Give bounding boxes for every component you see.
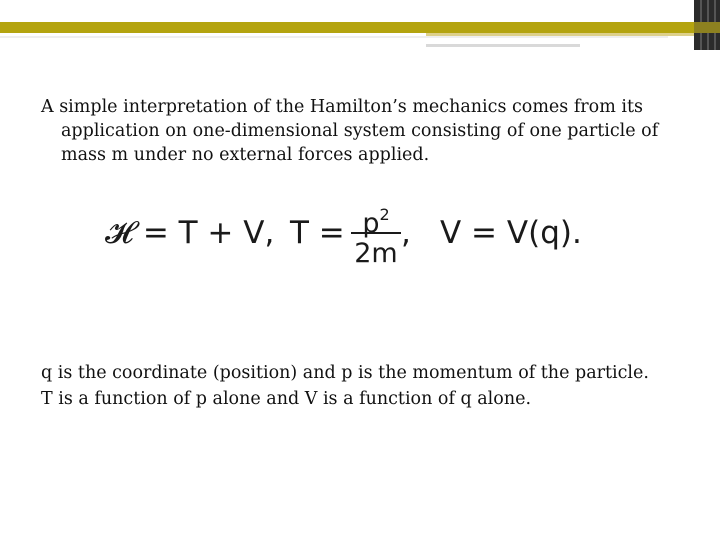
fraction-numerator — [351, 196, 401, 239]
header-accent-bar — [0, 22, 694, 33]
header-short-line — [426, 44, 580, 47]
intro-line-1: A simple interpretation of the Hamilton’s mechanics comes from its — [41, 97, 643, 117]
corner-accent — [694, 22, 720, 33]
note-line-1: q is the coordinate (position) and p is the momentum of the particle. — [41, 363, 649, 383]
intro-paragraph — [41, 95, 681, 167]
equation-comma: , — [401, 215, 411, 251]
note-line-2: T is a function of p alone and V is a function of q alone. — [41, 389, 532, 409]
equation-potential: V = V(q). — [440, 215, 582, 251]
equation-kinetic-lhs: T = — [290, 215, 345, 251]
kinetic-energy-fraction — [351, 196, 401, 271]
intro-line-2: application on one-dimensional system consisting of one particle of — [61, 121, 659, 141]
numerator-base: p — [362, 208, 380, 239]
fraction-denominator: 2m — [354, 238, 398, 269]
hamiltonian-equation — [105, 196, 585, 276]
intro-line-3: mass m under no external forces applied. — [61, 145, 430, 165]
numerator-exponent: 2 — [379, 205, 390, 224]
equation-hamiltonian: 𝓗 = T + V, — [105, 215, 275, 251]
header-band — [0, 0, 720, 22]
header-divider-line — [0, 36, 668, 38]
